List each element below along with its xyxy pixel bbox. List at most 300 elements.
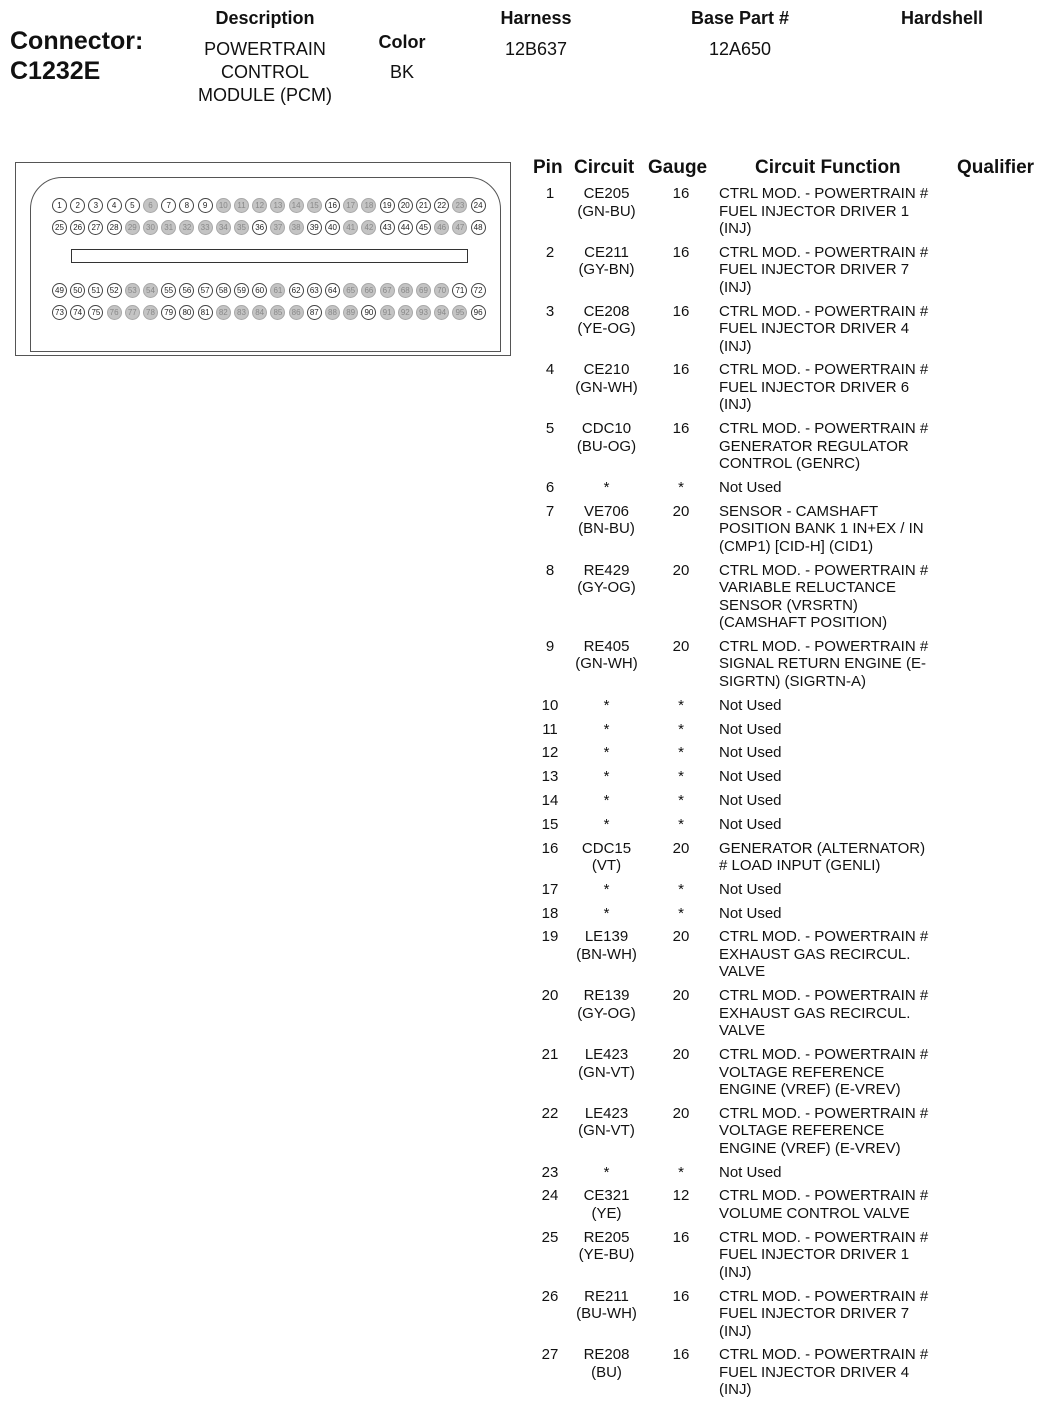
connector-id: C1232E [10,57,101,85]
connector-pin-91: 91 [380,305,395,320]
pin-number: 23 [541,1163,559,1181]
gauge-cell: 16 [672,1346,690,1364]
header-circuit-function: Circuit Function [755,157,901,178]
table-row [520,638,1040,691]
connector-pin-72: 72 [471,283,486,298]
connector-pin-27: 27 [88,220,103,235]
circuit-function-cell [719,1046,951,1099]
connector-pin-67: 67 [380,283,395,298]
circuit-function-cell [719,1187,951,1222]
circuit-line: * [603,479,610,496]
description-line: POWERTRAIN [204,39,326,59]
connector-pin-93: 93 [416,305,431,320]
connector-pin-59: 59 [234,283,249,298]
pin-number: 11 [542,720,558,738]
function-line: GENERATOR REGULATOR [719,437,909,455]
connector-pin-3: 3 [88,198,103,213]
pin-number: 2 [545,243,555,261]
function-line: SENSOR - CAMSHAFT [719,502,879,520]
base-part-value: 12A650 [708,39,772,59]
connector-pin-95: 95 [452,305,467,320]
circuit-line: CE205 [583,185,630,202]
function-line: FUEL INJECTOR DRIVER 4 [719,320,910,338]
connector-pin-54: 54 [143,283,158,298]
connector-pin-33: 33 [198,220,213,235]
circuit-function-cell [719,1164,951,1182]
function-line: FUEL INJECTOR DRIVER 6 [719,378,910,396]
connector-pin-23: 23 [452,198,467,213]
circuit-function-cell [719,744,951,762]
table-row [520,744,1040,762]
gauge-cell: * [678,720,684,738]
circuit-line: VE706 [583,502,630,520]
circuit-line: * [603,815,610,833]
connector-pin-80: 80 [179,305,194,320]
table-row [520,1046,1040,1099]
connector-pin-15: 15 [307,198,322,213]
table-row [520,697,1040,715]
circuit-cell [560,1346,653,1381]
circuit-function-cell [719,697,951,715]
connector-pin-90: 90 [361,305,376,320]
pin-number: 27 [541,1346,559,1364]
function-line: CONTROL (GENRC) [719,455,861,473]
connector-pin-77: 77 [125,305,140,320]
function-line: Not Used [719,479,782,496]
gauge-cell: 16 [672,1287,690,1305]
connector-pin-43: 43 [380,220,395,235]
connector-pin-38: 38 [289,220,304,235]
connector-pin-53: 53 [125,283,140,298]
gauge-cell: 20 [672,987,690,1005]
circuit-function-cell [719,420,951,473]
pin-number: 13 [541,768,559,786]
connector-pin-87: 87 [307,305,322,320]
circuit-function-cell [719,928,951,981]
circuit-line: * [603,791,610,809]
function-line: VOLUME CONTROL VALVE [719,1204,910,1222]
function-line: # LOAD INPUT (GENLI) [719,857,881,874]
gauge-cell: 20 [672,1104,690,1122]
circuit-cell [560,905,653,923]
connector-pin-45: 45 [416,220,431,235]
gauge-cell: * [678,768,684,786]
circuit-cell [560,479,653,497]
gauge-cell: 20 [672,928,690,946]
connector-pin-82: 82 [216,305,231,320]
function-line: Not Used [719,904,782,922]
circuit-line: LE423 [584,1104,629,1122]
pin-number: 24 [541,1187,559,1205]
function-line: (CMP1) [CID-H] (CID1) [719,537,874,555]
connector-pin-49: 49 [52,283,67,298]
circuit-cell [560,1229,653,1264]
table-row [520,987,1040,1040]
circuit-cell [560,562,653,597]
circuit-cell [560,792,653,810]
function-line: FUEL INJECTOR DRIVER 1 [719,202,910,220]
pin-number: 7 [545,502,555,520]
function-line: VALVE [719,1022,766,1040]
circuit-cell [560,1105,653,1140]
gauge-cell: 16 [672,1228,690,1246]
table-row [520,185,1040,238]
table-row [520,1229,1040,1282]
circuit-line: CDC15 [581,839,632,857]
circuit-line: CE208 [583,302,630,320]
circuit-line: (GY-OG) [577,579,636,597]
gauge-cell: * [678,880,684,898]
connector-pin-41: 41 [343,220,358,235]
circuit-line: RE429 [583,561,630,579]
circuit-line: * [603,744,610,762]
circuit-cell [560,840,653,875]
circuit-line: (BU-OG) [576,437,637,455]
circuit-line: CE321 [583,1187,630,1205]
pin-number: 16 [541,839,559,857]
table-row [520,303,1040,356]
function-line: Not Used [719,720,782,738]
table-row [520,816,1040,834]
connector-pin-58: 58 [216,283,231,298]
circuit-function-cell [719,185,951,238]
gauge-cell: 16 [672,361,690,379]
pin-number: 22 [541,1104,559,1122]
function-line: EXHAUST GAS RECIRCUL. [719,1004,911,1022]
circuit-cell [560,244,653,279]
circuit-line: CE210 [583,361,630,379]
gauge-cell: * [678,791,684,809]
connector-pin-83: 83 [234,305,249,320]
connector-pin-85: 85 [270,305,285,320]
gauge-cell: * [678,1163,684,1181]
circuit-line: * [603,880,610,898]
circuit-line: LE423 [584,1046,629,1063]
connector-pin-47: 47 [452,220,467,235]
function-line: SIGRTN) (SIGRTN-A) [719,672,866,690]
function-line: Not Used [719,1163,782,1181]
function-line: CTRL MOD. - POWERTRAIN # [719,561,929,579]
connector-pin-16: 16 [325,198,340,213]
circuit-line: (GN-WH) [575,378,638,396]
pin-number: 10 [541,696,559,714]
function-line: CTRL MOD. - POWERTRAIN # [719,987,929,1005]
connector-pin-51: 51 [88,283,103,298]
connector-pin-20: 20 [398,198,413,213]
circuit-function-cell [719,987,951,1040]
gauge-cell: * [678,744,684,762]
circuit-line: RE139 [583,987,630,1005]
circuit-function-cell [719,638,951,691]
gauge-cell: 16 [672,185,690,202]
connector-pin-14: 14 [289,198,304,213]
description-line: CONTROL [220,62,309,82]
connector-pin-50: 50 [70,283,85,298]
gauge-cell: * [678,815,684,833]
gauge-cell: * [678,696,684,714]
circuit-function-cell [719,768,951,786]
connector-pin-81: 81 [198,305,213,320]
circuit-line: (YE-OG) [577,320,636,338]
connector-pin-71: 71 [452,283,467,298]
circuit-function-cell [719,721,951,739]
connector-label: Connector: [10,27,144,55]
table-row [520,1105,1040,1158]
function-line: CTRL MOD. - POWERTRAIN # [719,1046,929,1063]
circuit-function-cell [719,905,951,923]
table-row [520,1288,1040,1341]
circuit-function-cell [719,479,951,497]
gauge-cell: 20 [672,637,690,655]
table-row [520,479,1040,497]
circuit-line: RE208 [583,1346,630,1364]
connector-pin-29: 29 [125,220,140,235]
pin-number: 5 [545,420,555,438]
function-line: SENSOR (VRSRTN) [719,596,858,614]
harness-value: 12B637 [504,39,568,59]
connector-pin-6: 6 [143,198,158,213]
connector-pin-9: 9 [198,198,213,213]
function-line: EXHAUST GAS RECIRCUL. [719,945,911,963]
circuit-line: (VT) [591,857,622,874]
function-line: SIGNAL RETURN ENGINE (E- [719,655,926,673]
connector-pin-21: 21 [416,198,431,213]
connector-pin-89: 89 [343,305,358,320]
connector-pin-78: 78 [143,305,158,320]
circuit-cell [560,816,653,834]
function-line: (INJ) [719,396,752,414]
gauge-cell: 12 [672,1187,690,1205]
function-line: (INJ) [719,1381,752,1399]
function-line: FUEL INJECTOR DRIVER 7 [719,1305,910,1322]
color-label: Color [378,32,426,52]
table-row [520,792,1040,810]
circuit-line: * [603,720,610,738]
connector-pin-60: 60 [252,283,267,298]
gauge-cell: 20 [672,839,690,857]
function-line: POSITION BANK 1 IN+EX / IN [719,520,924,538]
function-line: (INJ) [719,220,752,237]
pin-number: 1 [545,185,555,202]
pin-number: 25 [541,1228,559,1246]
pin-number: 19 [541,928,559,946]
gauge-cell: 16 [672,243,690,261]
circuit-line: CDC10 [581,420,632,438]
pin-number: 6 [545,479,555,496]
connector-pin-13: 13 [270,198,285,213]
circuit-line: (GN-WH) [575,655,638,673]
circuit-line: (GN-VT) [578,1122,635,1140]
table-row [520,562,1040,632]
function-line: Not Used [719,744,782,762]
circuit-line: * [603,696,610,714]
function-line: VOLTAGE REFERENCE [719,1063,885,1081]
connector-pin-64: 64 [325,283,340,298]
gauge-cell: 20 [672,1046,690,1063]
circuit-function-cell [719,1105,951,1158]
circuit-line: (BU-WH) [576,1305,637,1322]
connector-pin-1: 1 [52,198,67,213]
connector-pin-57: 57 [198,283,213,298]
circuit-function-cell [719,816,951,834]
circuit-line: CE211 [584,243,629,261]
table-row [520,721,1040,739]
header-pin: Pin [533,157,563,178]
pin-number: 4 [545,361,555,379]
function-line: Not Used [719,815,782,833]
function-line: Not Used [719,768,782,786]
circuit-function-cell [719,792,951,810]
connector-heading [10,26,143,86]
connector-pin-35: 35 [234,220,249,235]
connector-pin-12: 12 [252,198,267,213]
function-line: (INJ) [719,337,752,355]
function-line: (INJ) [719,1322,752,1340]
connector-pin-11: 11 [234,198,249,213]
function-line: CTRL MOD. - POWERTRAIN # [719,361,929,379]
function-line: CTRL MOD. - POWERTRAIN # [719,1287,929,1305]
function-line: VOLTAGE REFERENCE [719,1122,885,1140]
connector-pin-34: 34 [216,220,231,235]
connector-pin-52: 52 [107,283,122,298]
gauge-cell: 16 [672,420,690,438]
circuit-line: * [603,1163,610,1181]
table-row [520,420,1040,473]
circuit-line: * [603,768,610,786]
circuit-cell [560,768,653,786]
table-row [520,1346,1040,1399]
connector-pin-36: 36 [252,220,267,235]
connector-pin-74: 74 [70,305,85,320]
description-line: MODULE (PCM) [198,85,332,105]
pin-number: 15 [541,815,559,833]
circuit-cell [560,881,653,899]
circuit-cell [560,638,653,673]
table-row [520,503,1040,556]
connector-pin-96: 96 [471,305,486,320]
connector-pin-46: 46 [434,220,449,235]
connector-pin-24: 24 [471,198,486,213]
pin-number: 14 [541,791,559,809]
function-line: VARIABLE RELUCTANCE [719,579,896,597]
function-line: CTRL MOD. - POWERTRAIN # [719,637,929,655]
circuit-line: (YE) [591,1204,622,1222]
connector-pin-68: 68 [398,283,413,298]
pin-number: 21 [541,1046,559,1063]
connector-pin-39: 39 [307,220,322,235]
connector-pin-75: 75 [88,305,103,320]
function-line: FUEL INJECTOR DRIVER 4 [719,1363,910,1381]
connector-pin-62: 62 [289,283,304,298]
header-qualifier: Qualifier [957,157,1035,178]
circuit-cell [560,697,653,715]
connector-pin-4: 4 [107,198,122,213]
pin-number: 9 [545,637,555,655]
connector-pin-17: 17 [343,198,358,213]
connector-pin-79: 79 [161,305,176,320]
circuit-cell [560,185,653,220]
connector-pin-66: 66 [361,283,376,298]
connector-pin-28: 28 [107,220,122,235]
connector-pin-76: 76 [107,305,122,320]
function-line: CTRL MOD. - POWERTRAIN # [719,1104,929,1122]
connector-keyway-slot [71,249,468,263]
connector-pin-31: 31 [161,220,176,235]
base-part-label: Base Part # [690,8,790,28]
gauge-cell: * [678,904,684,922]
gauge-cell: 20 [672,502,690,520]
connector-pin-22: 22 [434,198,449,213]
circuit-function-cell [719,361,951,414]
function-line: CTRL MOD. - POWERTRAIN # [719,1187,929,1205]
table-row [520,244,1040,297]
function-line: (INJ) [719,278,752,296]
circuit-line: RE405 [583,637,630,655]
connector-pin-73: 73 [52,305,67,320]
circuit-function-cell [719,1346,951,1399]
color-value: BK [389,62,414,82]
function-line: CTRL MOD. - POWERTRAIN # [719,302,929,320]
function-line: GENERATOR (ALTERNATOR) [719,839,926,857]
circuit-line: (GY-OG) [577,1004,636,1022]
table-row [520,928,1040,981]
header-circuit: Circuit [574,157,635,178]
circuit-line: (GN-VT) [578,1063,635,1081]
function-line: FUEL INJECTOR DRIVER 7 [719,261,910,279]
table-row [520,768,1040,786]
description-label: Description [215,8,315,28]
circuit-cell [560,361,653,396]
connector-pin-30: 30 [143,220,158,235]
connector-pin-92: 92 [398,305,413,320]
circuit-line: (YE-BU) [578,1246,635,1264]
circuit-cell [560,503,653,538]
function-line: VALVE [719,963,766,981]
table-row [520,1187,1040,1222]
connector-pin-25: 25 [52,220,67,235]
circuit-cell [560,420,653,455]
harness-label: Harness [500,8,572,28]
circuit-cell [560,721,653,739]
circuit-function-cell [719,840,951,875]
function-line: Not Used [719,791,782,809]
gauge-cell: 20 [672,561,690,579]
function-line: CTRL MOD. - POWERTRAIN # [719,928,929,946]
connector-pin-55: 55 [161,283,176,298]
connector-pin-48: 48 [471,220,486,235]
function-line: CTRL MOD. - POWERTRAIN # [719,1228,929,1246]
connector-pin-86: 86 [289,305,304,320]
connector-pin-8: 8 [179,198,194,213]
connector-pin-2: 2 [70,198,85,213]
circuit-line: (GN-BU) [577,202,636,220]
gauge-cell: * [678,479,684,496]
connector-pin-5: 5 [125,198,140,213]
function-line: (CAMSHAFT POSITION) [719,614,888,632]
table-row [520,1164,1040,1182]
connector-pin-42: 42 [361,220,376,235]
circuit-line: * [603,904,610,922]
circuit-line: RE205 [583,1228,630,1246]
pin-number: 18 [541,904,559,922]
connector-pin-84: 84 [252,305,267,320]
circuit-cell [560,928,653,963]
circuit-line: RE211 [584,1287,629,1305]
connector-pin-61: 61 [270,283,285,298]
pin-number: 26 [541,1287,559,1305]
table-row [520,905,1040,923]
pin-number: 20 [541,987,559,1005]
